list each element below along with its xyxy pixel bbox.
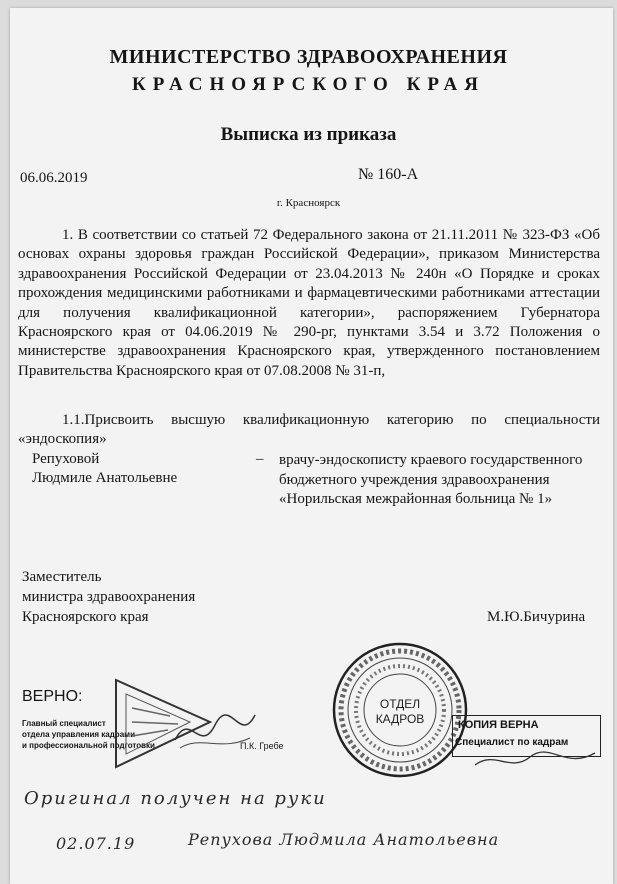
signatory-name: М.Ю.Бичурина [487,609,586,625]
subclause-paragraph: 1.1.Присвоить высшую квалификационную категорию по специальности «эндоскопия» [18,412,600,447]
stamp-text-1: ОТДЕЛ [379,697,421,711]
city-label: г. Красноярск [276,197,341,209]
stamp-text-2: КАДРОВ [375,712,425,726]
person-position: врачу-эндоскописту краевого государственного бюджетного учреждения здравоохранения «Норильская межрайонная больница № 1» [279,452,583,507]
person-surname: Репуховой [32,451,100,467]
copy-signature-graphic [470,745,600,775]
signature-graphic [170,700,260,760]
order-date: 06.06.2019 [20,170,88,186]
body-paragraph: 1. В соответствии со статьей 72 Федерального закона от 21.11.2011 № 323-ФЗ «Об основах охраны здоровья граждан Российской Федерации», приказом Министерства здравоохранения Российской Федерации от 23.04.2013 № 240н «О Порядке и сроках прохождения медицинскими работниками и фармацевтическими работниками аттестации для получения квалификационной категории», распоряжением Губернатора Красноярского края от 04.06.2019 № 290-рг, пунктами 3.54 и 3.72 Положения о министерстве здравоохранения Красноярского края, утвержденного постановлением Правительства Красноярского края от 07.08.2008 № 31-п, [18,227,600,379]
region-name: КРАСНОЯРСКОГО КРАЯ [132,74,485,95]
signatory-title-2: министра здравоохранения [22,589,196,605]
handwritten-note: Оригинал получен на руки [24,788,327,809]
verifier-name: П.К. Гребе [240,741,284,751]
copy-stamp-subtitle: Специалист по кадрам [455,737,569,748]
verifier-title-1: Главный специалист [22,719,106,728]
signatory-title-1: Заместитель [22,569,102,585]
dash-separator: – [256,451,264,467]
verifier-title-3: и профессиональной подготовки [22,741,155,750]
ministry-name: МИНИСТЕРСТВО ЗДРАВООХРАНЕНИЯ [109,46,508,68]
signatory-title-3: Красноярского края [22,609,149,625]
copy-stamp-title: КОПИЯ ВЕРНА [458,719,539,731]
verifier-title-2: отдела управления кадрами [22,730,135,739]
document-title: Выписка из приказа [220,124,397,145]
verno-label: ВЕРНО: [22,688,83,705]
person-name: Людмиле Анатольевне [32,470,178,486]
handwritten-name: Репухова Людмила Анатольевна [188,830,500,849]
round-stamp [330,640,470,780]
order-number: № 160-А [358,166,419,183]
handwritten-date: 02.07.19 [56,834,136,853]
